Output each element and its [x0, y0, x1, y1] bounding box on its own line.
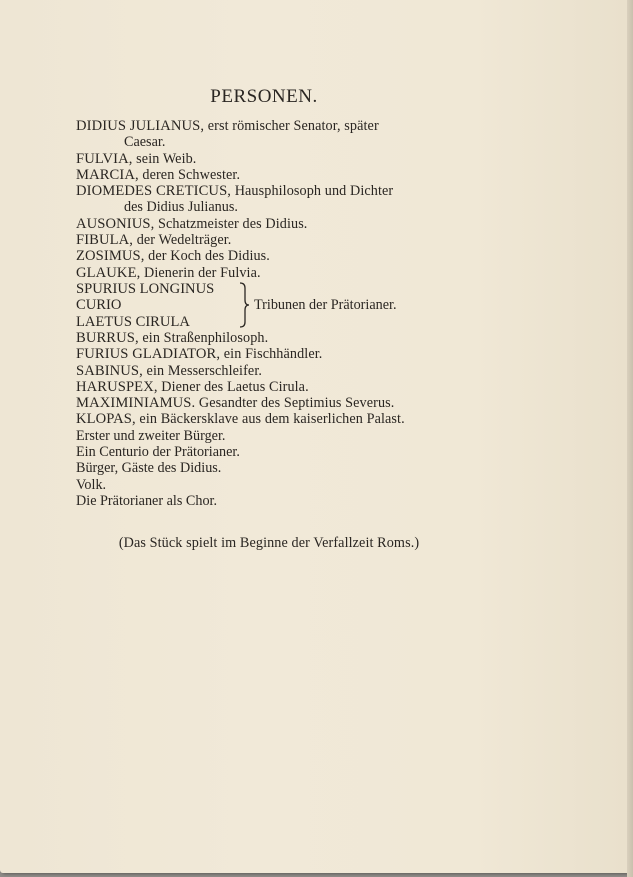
character-name: SABINUS,: [76, 362, 143, 379]
character-description: ein Messerschleifer.: [142, 362, 263, 379]
character-name: FIBULA,: [76, 232, 134, 249]
character-description: ein Straßenphilosoph.: [138, 329, 269, 346]
cast-entry-diomedes: [76, 183, 476, 199]
cast-entry-furius: [76, 346, 476, 362]
character-description: ein Fischhändler.: [220, 346, 323, 363]
character-name: FULVIA,: [76, 150, 133, 167]
character-name-laetus: LAETUS CIRULA: [76, 313, 190, 330]
cast-entry-volk: Volk.: [76, 476, 107, 493]
character-name: DIOMEDES CRETICUS,: [76, 183, 232, 200]
cast-entry-centurio: Ein Centurio der Prätorianer.: [76, 444, 240, 461]
character-name: GLAUKE,: [76, 264, 141, 281]
tribunes-description: Tribunen der Prätorianer.: [254, 296, 397, 313]
character-name: HARUSPEX,: [76, 378, 158, 395]
character-description: Dienerin der Fulvia.: [140, 264, 261, 281]
cast-entry-chor: Die Prätorianer als Chor.: [76, 492, 218, 509]
cast-entry-fulvia: [76, 151, 476, 167]
character-description: erst römischer Senator, später: [204, 118, 379, 134]
character-name: MAXIMINIAMUS.: [76, 395, 196, 412]
character-name: AUSONIUS,: [76, 215, 155, 232]
cast-list: [76, 118, 476, 509]
page-edge: [627, 0, 633, 877]
character-name: KLOPAS,: [76, 411, 136, 428]
character-description: Hausphilosoph und Dichter: [231, 183, 394, 200]
character-description: Diener des Laetus Cirula.: [157, 378, 309, 395]
curly-brace-icon: [238, 282, 250, 328]
cast-entry-glauke: [76, 265, 476, 281]
character-name: DIDIUS JULIANUS,: [76, 118, 205, 134]
cast-entry-zosimus: [76, 248, 476, 264]
cast-entry-didius: [76, 118, 476, 134]
cast-entry-sabinus: [76, 363, 476, 379]
cast-entry-burrus: [76, 330, 476, 346]
cast-entry-marcia: [76, 167, 476, 183]
cast-entry-maximiniamus: [76, 395, 476, 411]
character-description: sein Weib.: [132, 150, 197, 167]
cast-entry-diomedes-continued: des Didius Julianus.: [124, 199, 238, 216]
cast-entry-ausonius: [76, 216, 476, 232]
character-description: der Wedelträger.: [133, 232, 232, 249]
cast-entry-buerger: Erster und zweiter Bürger.: [76, 427, 226, 444]
cast-entry-fibula: [76, 232, 476, 248]
character-description: Schatzmeister des Didius.: [154, 215, 308, 232]
cast-entry-gaeste: Bürger, Gäste des Didius.: [76, 460, 222, 477]
cast-entry-klopas: [76, 411, 476, 427]
page-title: PERSONEN.: [210, 86, 318, 107]
character-name: MARCIA,: [76, 166, 139, 183]
character-name-curio: CURIO: [76, 297, 122, 314]
character-name: FURIUS GLADIATOR,: [76, 346, 221, 363]
character-description: ein Bäckersklave aus dem kaiserlichen Palast.: [135, 411, 405, 428]
character-description: Gesandter des Septimius Severus.: [195, 395, 395, 412]
character-description: der Koch des Didius.: [144, 248, 270, 265]
character-description: deren Schwester.: [138, 166, 241, 183]
setting-note: (Das Stück spielt im Beginne der Verfallzeit Roms.): [118, 535, 420, 551]
cast-entry-haruspex: [76, 379, 476, 395]
tribunes-group: [76, 281, 476, 330]
character-name: ZOSIMUS,: [76, 248, 145, 265]
cast-entry-didius-continued: Caesar.: [124, 134, 166, 151]
character-name: BURRUS,: [76, 329, 139, 346]
character-name-spurius: SPURIUS LONGINUS: [76, 280, 215, 297]
